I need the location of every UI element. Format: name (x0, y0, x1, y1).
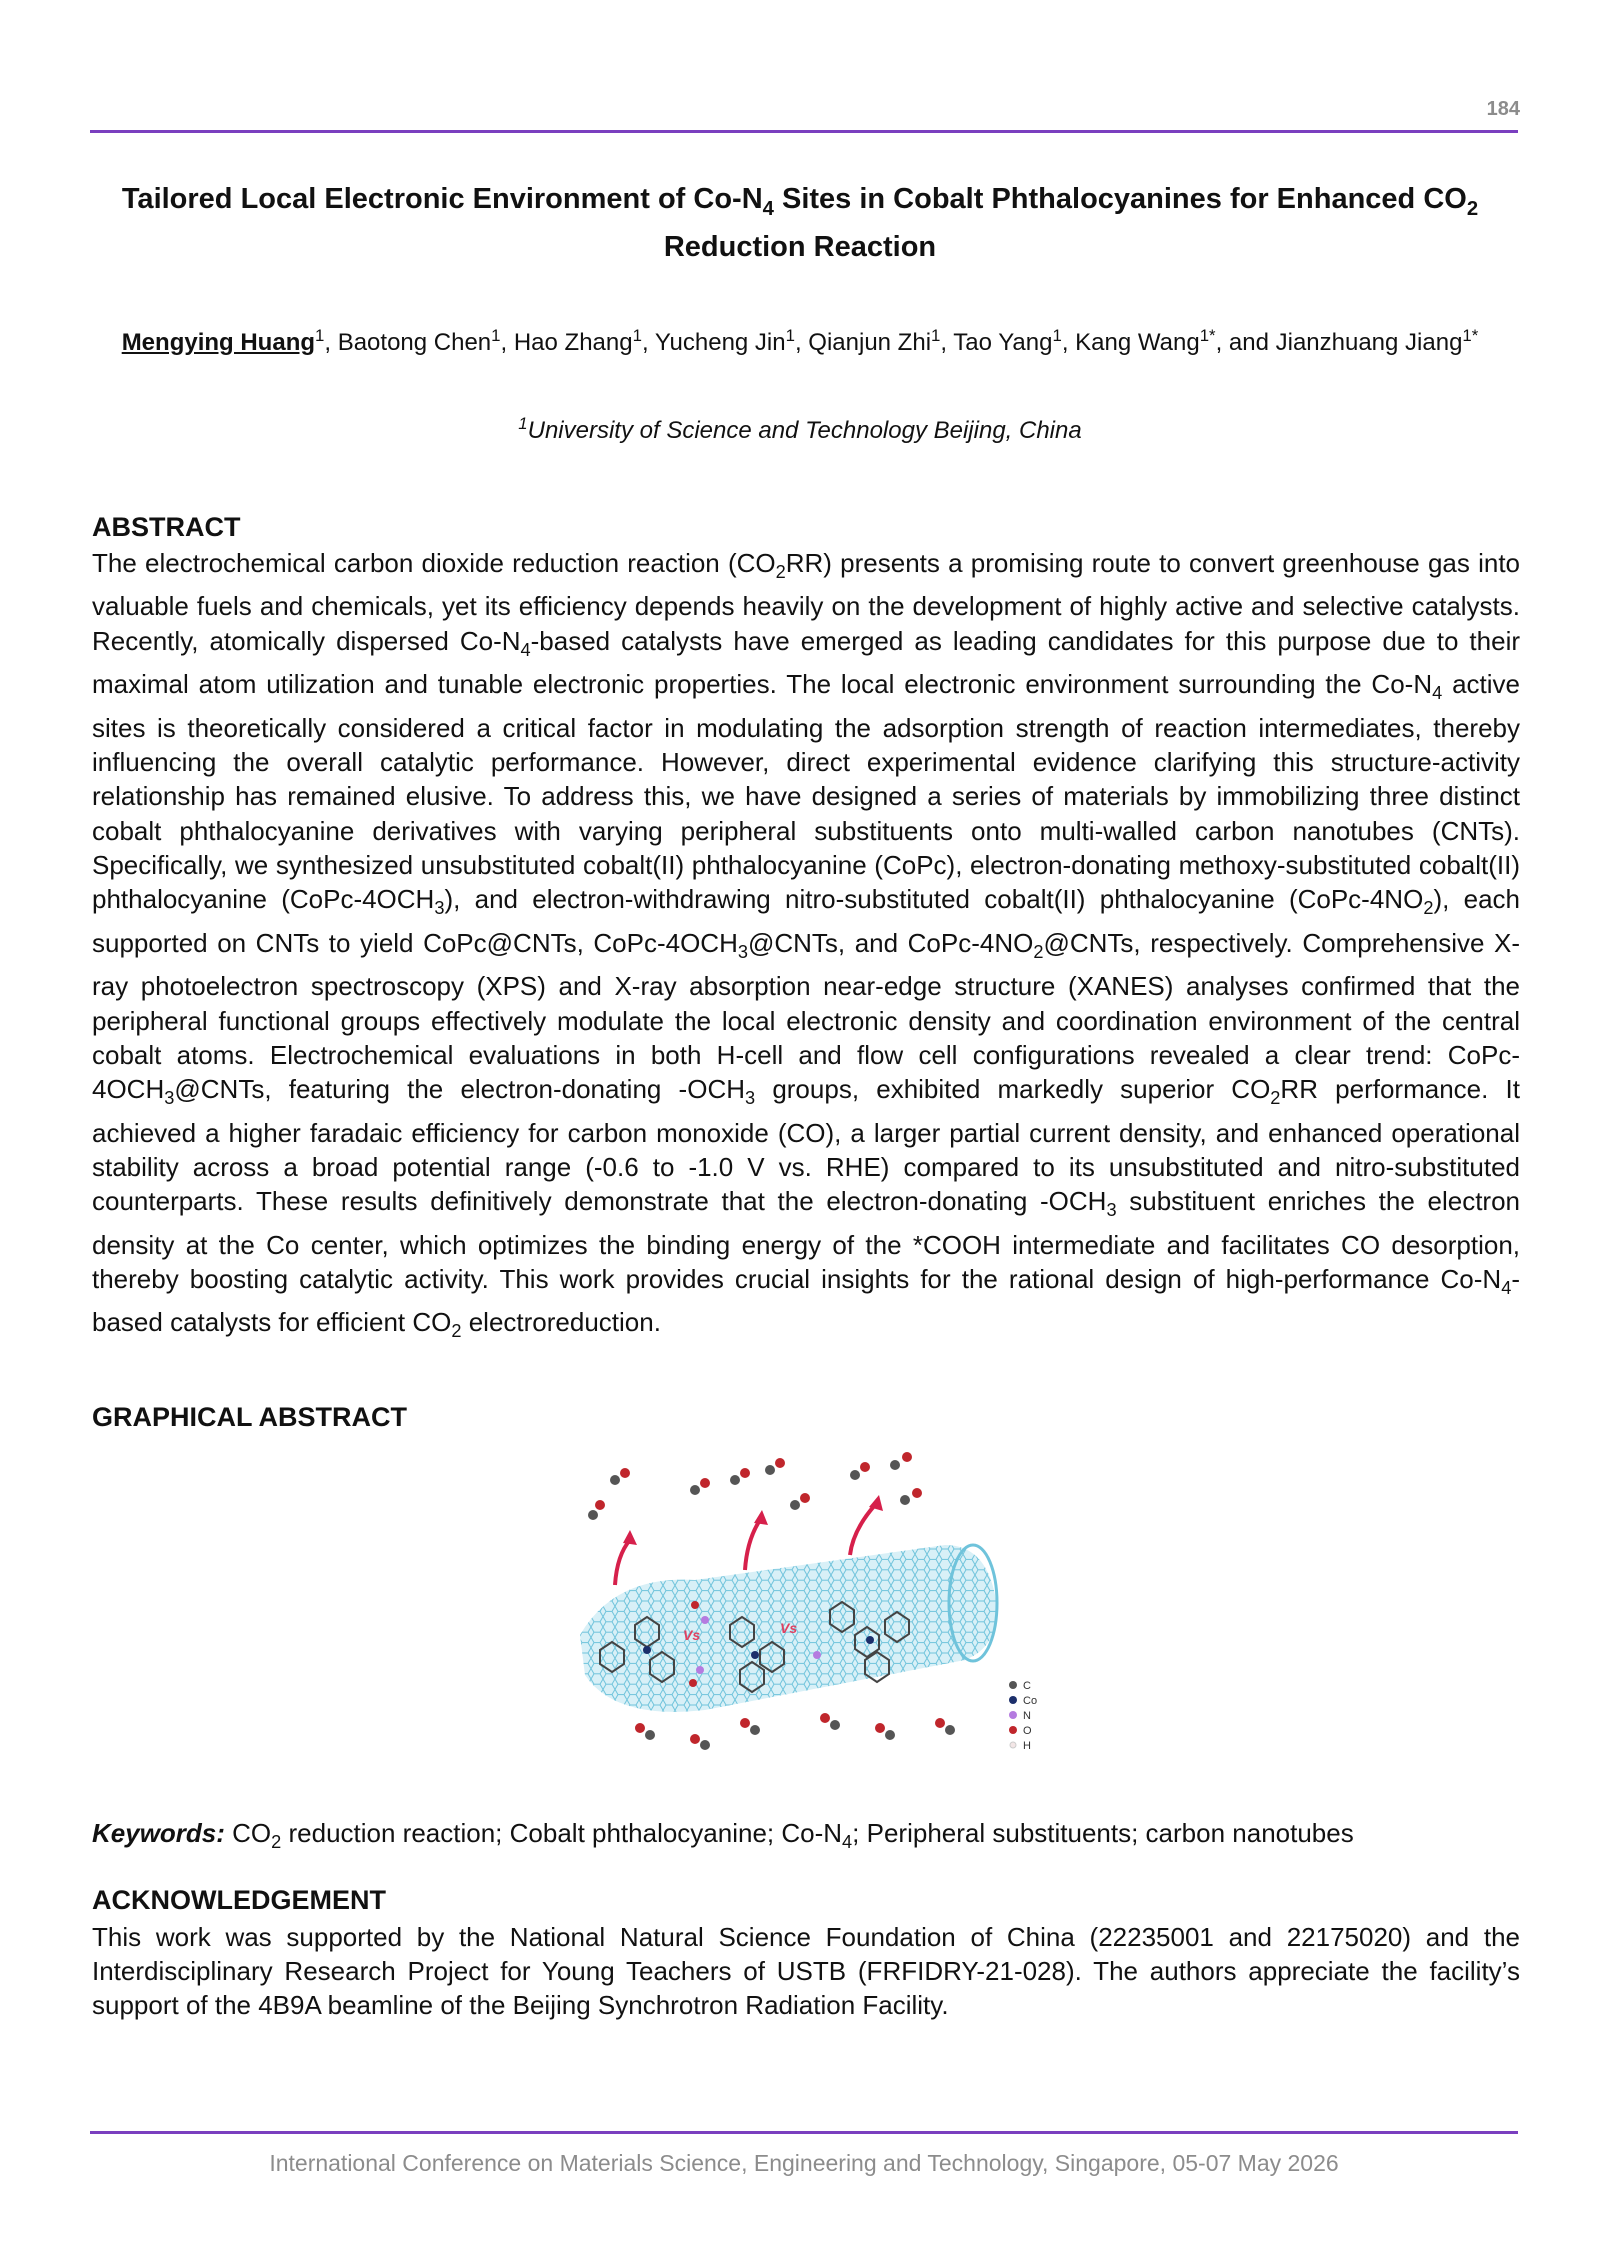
abstract-subscript: 3 (1106, 1200, 1117, 1221)
abstract-subscript: 2 (1033, 941, 1044, 962)
author-affiliation-mark: 1 (931, 326, 941, 345)
abstract-heading: ABSTRACT (92, 512, 241, 542)
legend-label: C (1023, 1680, 1031, 1692)
abstract-subscript: 2 (775, 562, 786, 583)
abstract-subscript: 2 (1423, 898, 1434, 919)
footer-text: International Conference on Materials Science, Engineering and Technology, Singapore, 05-07 May 2026 (269, 2150, 1339, 2176)
author-name: , Kang Wang (1061, 329, 1200, 356)
abstract-subscript: 4 (520, 639, 531, 660)
author-name: Mengying Huang (121, 329, 316, 356)
abstract-text: RR) presents a promising route to convert greenhouse gas into valuable fuels and chemicals, yet its efficiency depends heavily on the development of highly active and selective catalysts. Recently, atomically dispersed Co-N (92, 548, 1521, 656)
abstract-text: RR performance. It achieved a higher faradaic efficiency for carbon monoxide (CO), a larger partial current density, and enhanced operational stability across a broad potential range (-0.6 to -1.0 V vs. RHE) compared to its unsubstituted and nitro-substituted counterparts. These results definitively demonstrate that the electron-donating -OCH (92, 1074, 1520, 1217)
abstract-text: @CNTs, and CoPc-4NO (747, 927, 1034, 958)
title-subscript: 4 (762, 197, 774, 220)
author-name: , Baotong Chen (324, 329, 492, 356)
abstract-text: electroreduction. (461, 1307, 661, 1338)
abstract-subscript: 3 (745, 1088, 756, 1109)
abstract-text: ), each supported on CNTs to yield CoPc@CNTs, CoPc-4OCH (92, 884, 1520, 958)
title-part: Reduction Reaction (663, 230, 937, 263)
keywords (92, 1818, 1520, 1853)
author-name: , and Jianzhuang Jiang (1215, 329, 1463, 356)
author-affiliation-mark: 1 (1052, 326, 1062, 345)
keywords-text: reduction reaction; Cobalt phthalocyanine; Co-N (281, 1818, 843, 1848)
author-affiliation-mark: 1 (491, 326, 501, 345)
paper-title (120, 180, 1480, 266)
acknowledgement-body: This work was supported by the National Natural Science Foundation of China (22235001 and 22175020) and the Interdisciplinary Research Project for Young Teachers of USTB (FRFIDRY-21-028). The authors appreciate the facility’s support of the 4B9A beamline of the Beijing Synchrotron Radiation Facility. (92, 1922, 1520, 2020)
title-part: Tailored Local Electronic Environment of Co-N (121, 183, 763, 215)
abstract-subscript: 3 (434, 898, 445, 919)
keywords-subscript: 4 (842, 1832, 853, 1853)
footer-rule (90, 2131, 1518, 2134)
author-name: , Yucheng Jin (641, 329, 786, 356)
abstract-subscript: 2 (451, 1321, 462, 1342)
abstract-text: -based catalysts for efficient CO (92, 1263, 1520, 1338)
abstract-text: active sites is theoretically considered a critical factor in modulating the adsorption strength of reaction intermediates, thereby influencing the overall catalytic performance. However, direct experimental evidence clarifying this structure-activity relationship has remained elusive. To address this, we have designed a series of materials by immobilizing three distinct cobalt phthalocyanine derivatives with varying peripheral substituents onto multi-walled carbon nanotubes (CNTs). Specifically, we synthesized unsubstituted cobalt(II) phthalocyanine (CoPc), electron-donating methoxy-substituted cobalt(II) phthalocyanine (CoPc-4OCH (92, 669, 1520, 915)
abstract-text: @CNTs, respectively. Comprehensive X-ray photoelectron spectroscopy (XPS) and X-ray absorption near-edge structure (XANES) analyses confirmed that the peripheral functional groups effectively modulate the local electronic density and coordination environment of the central cobalt atoms. Electrochemical evaluations in both H-cell and flow cell configurations revealed a clear trend: CoPc-4OCH (92, 927, 1520, 1105)
abstract-text: substituent enriches the electron density at the Co center, which optimizes the binding energy of the *COOH intermediate and facilitates CO desorption, thereby boosting catalytic activity. This work provides crucial insights for the rational design of high-performance Co-N (92, 1186, 1520, 1294)
legend-label: O (1023, 1725, 1032, 1737)
author-name: , Hao Zhang (500, 329, 633, 356)
graphical-abstract-heading: GRAPHICAL ABSTRACT (92, 1402, 407, 1432)
page-number: 184 (1486, 98, 1520, 120)
acknowledgement-heading: ACKNOWLEDGEMENT (92, 1885, 386, 1915)
vacancy-label: Vs (780, 1620, 798, 1636)
abstract-subscript: 4 (1432, 683, 1443, 704)
author-affiliation-mark: 1 (315, 326, 325, 345)
vacancy-label: Vs (683, 1627, 701, 1643)
author-list (120, 320, 1480, 359)
author-name: , Tao Yang (940, 329, 1053, 356)
abstract-subscript: 3 (737, 941, 748, 962)
keywords-text: CO (224, 1818, 272, 1848)
legend-label: H (1023, 1740, 1031, 1752)
legend-label: N (1023, 1710, 1031, 1722)
legend-label: Co (1023, 1695, 1038, 1707)
abstract-text: The electrochemical carbon dioxide reduction reaction (CO (92, 548, 776, 578)
abstract-text: -based catalysts have emerged as leading candidates for this purpose due to their maximal atom utilization and tunable electronic properties. The local electronic environment surrounding the Co-N (92, 625, 1520, 700)
header-rule (90, 130, 1518, 133)
title-subscript: 2 (1466, 197, 1479, 220)
abstract-subscript: 2 (1270, 1088, 1281, 1109)
keywords-subscript: 2 (271, 1832, 282, 1853)
abstract-text: groups, exhibited markedly superior CO (755, 1074, 1271, 1105)
abstract-body (92, 546, 1520, 1349)
affiliation (120, 414, 1480, 445)
author-affiliation-mark: 1 (785, 326, 795, 345)
author-affiliation-mark: 1* (1199, 326, 1216, 345)
title-part: Sites in Cobalt Phthalocyanines for Enhanced CO (773, 183, 1467, 215)
keywords-text: ; Peripheral substituents; carbon nanotubes (852, 1818, 1354, 1848)
affiliation-text: University of Science and Technology Beijing, China (527, 417, 1082, 444)
affiliation-mark: 1 (518, 414, 528, 433)
graphical-abstract-figure (555, 1445, 1055, 1785)
keywords-label: Keywords: (92, 1818, 225, 1848)
legend (1009, 1680, 1037, 1752)
abstract-subscript: 3 (164, 1088, 175, 1109)
abstract-text: ), and electron-withdrawing nitro-substituted cobalt(II) phthalocyanine (CoPc-4NO (444, 884, 1424, 915)
author-affiliation-mark: 1* (1462, 326, 1479, 345)
author-affiliation-mark: 1 (632, 326, 642, 345)
abstract-subscript: 4 (1501, 1278, 1512, 1299)
author-name: , Qianjun Zhi (794, 329, 932, 356)
abstract-text: @CNTs, featuring the electron-donating -OCH (174, 1074, 745, 1105)
